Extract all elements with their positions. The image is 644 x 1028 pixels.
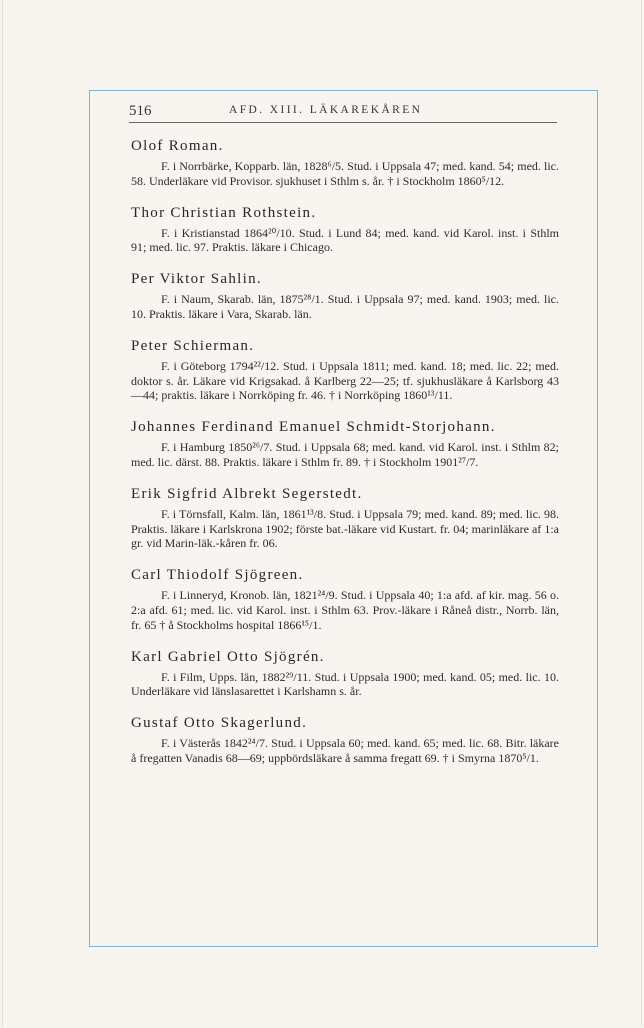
entry-text: F. i Naum, Skarab. län, 1875²⁸/1. Stud. i Uppsala 97; med. kand. 1903; med. lic. 10. Praktis. läkare i Vara, Skarab. län. [131,292,559,321]
list-item [131,714,559,765]
entry-name: Peter Schierman. [131,338,255,355]
entry-name: Karl Gabriel Otto Sjögrén. [131,648,325,665]
list-item [131,485,559,551]
entry-text: F. i Norrbärke, Kopparb. län, 1828⁶/5. Stud. i Uppsala 47; med. kand. 54; med. lic. 58. Underläkare vid Provisor. sjukhuset i Sthlm s. år. † i Stockholm 1860⁵/12. [131,159,559,188]
entry-text: F. i Göteborg 1794²²/12. Stud. i Uppsala 1811; med. kand. 18; med. lic. 22; med. doktor s. år. Läkare vid Krigsakad. å Karlberg 22—25; tf. sjukhusläkare å Karlsborg 43—44; praktis. läkare i Norrköping fr. 46. † i Norrköping 1860¹³/11. [131,359,559,403]
list-item [131,418,559,469]
entry-list [131,137,559,781]
running-title: AFD. XIII. LÄKAREKÅREN [229,104,423,116]
entry-name: Erik Sigfrid Albrekt Segerstedt. [131,486,363,503]
page-number: 516 [129,103,152,119]
header-rule [129,122,557,123]
list-item [131,337,559,403]
entry-text: F. i Törnsfall, Kalm. län, 1861¹³/8. Stud. i Uppsala 79; med. kand. 89; med. lic. 98. Praktis. läkare i Karlskrona 1902; förste bat.-läkare vid Kustart. fr. 04; marinläkare af 1:a gr. vid Marin-läk.-kåren fr. 06. [131,507,559,551]
list-item [131,137,559,188]
list-item [131,270,559,321]
entry-text: F. i Linneryd, Kronob. län, 1821²⁴/9. Stud. i Uppsala 40; 1:a afd. af kir. mag. 56 o. 2:a afd. 61; med. lic. vid Karol. inst. i Sthlm 63. Prov.-läkare i Råneå distr., Norrb. län, fr. 65 † å Stockholms hospital 1866¹⁵/1. [131,588,559,632]
entry-name: Thor Christian Rothstein. [131,204,317,221]
entry-text: F. i Kristianstad 1864²⁰/10. Stud. i Lund 84; med. kand. vid Karol. inst. i Sthlm 91; med. lic. 97. Praktis. läkare i Chicago. [131,225,559,255]
entry-text: F. i Hamburg 1850²⁶/7. Stud. i Uppsala 68; med. kand. vid Karol. inst. i Sthlm 82; med. lic. därst. 88. Praktis. läkare i Sthlm fr. 89. † i Stockholm 1901²⁷/7. [131,440,559,469]
list-item [131,648,559,699]
entry-name: Carl Thiodolf Sjögreen. [131,567,304,584]
list-item [131,566,559,632]
entry-text: F. i Film, Upps. län, 1882²⁹/11. Stud. i Uppsala 1900; med. kand. 05; med. lic. 10. Underläkare vid länslasarettet i Karlshamn s. år. [131,669,559,699]
entry-name: Gustaf Otto Skagerlund. [131,715,308,732]
list-item [131,204,559,255]
page-header [129,103,557,123]
entry-name: Per Viktor Sahlin. [131,271,262,288]
entry-name: Johannes Ferdinand Emanuel Schmidt-Storjohann. [131,419,496,436]
entry-name: Olof Roman. [131,138,224,154]
entry-text: F. i Västerås 1842²⁴/7. Stud. i Uppsala 60; med. kand. 65; med. lic. 68. Bitr. läkare å fregatten Vanadis 68—69; uppbördsläkare å samma fregatt 69. † i Smyrna 1870⁵/1. [131,736,559,765]
